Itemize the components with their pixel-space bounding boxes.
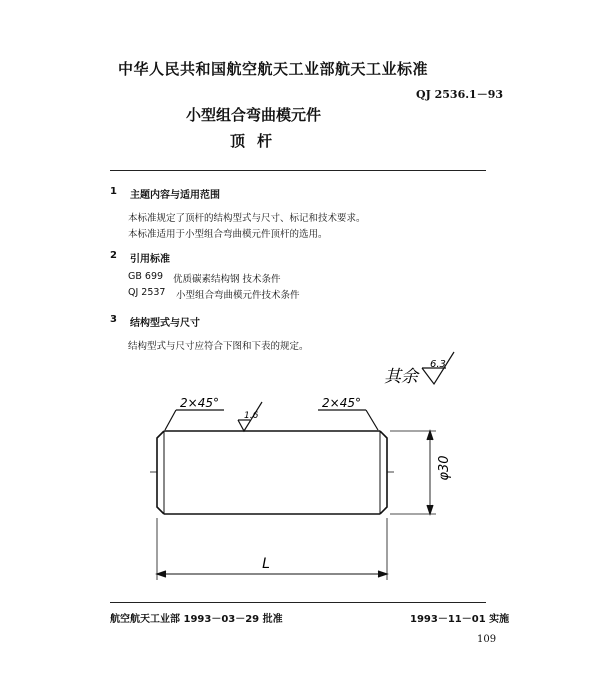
- diameter-dimension: [390, 431, 436, 514]
- diameter-label: φ30: [437, 455, 452, 481]
- chamfer-right-leader: [318, 410, 378, 430]
- roughness-other-value: 6.3: [430, 359, 446, 370]
- approval-line: 航空航天工业部 1993－03－29 批准: [110, 614, 283, 625]
- reference-code-2: QJ 2537: [128, 287, 166, 298]
- issuing-organization: 中华人民共和国航空航天工业部航天工业标准: [118, 60, 429, 78]
- section-1-line-2: 本标准适用于小型组合弯曲模元件顶杆的选用。: [128, 229, 328, 240]
- reference-desc-1: 优质碳素结构钢 技术条件: [173, 274, 281, 285]
- document-title: 小型组合弯曲模元件: [186, 106, 322, 124]
- document-subtitle: 顶杆: [230, 132, 285, 150]
- section-3-title: 结构型式与尺寸: [130, 318, 200, 329]
- section-2-title: 引用标准: [130, 254, 170, 265]
- rod-outline: [150, 431, 394, 514]
- section-1-line-1: 本标准规定了顶杆的结构型式与尺寸、标记和技术要求。: [128, 213, 366, 224]
- roughness-surface-value: 1.6: [244, 411, 259, 421]
- section-3-line-1: 结构型式与尺寸应符合下图和下表的规定。: [128, 341, 309, 352]
- length-label: L: [262, 556, 270, 572]
- section-2-number: 2: [110, 250, 117, 261]
- chamfer-left-leader: [165, 410, 224, 430]
- page-number: 109: [477, 634, 497, 645]
- reference-code-1: GB 699: [128, 271, 164, 282]
- length-dimension: [157, 518, 387, 580]
- chamfer-left-label: 2×45°: [180, 396, 219, 410]
- roughness-note-label: 其余: [384, 367, 418, 387]
- footer-divider: [110, 602, 486, 603]
- reference-desc-2: 小型组合弯曲模元件技术条件: [176, 290, 300, 301]
- effective-line: 1993－11－01 实施: [410, 614, 510, 625]
- section-1-title: 主题内容与适用范围: [130, 190, 220, 201]
- section-1-number: 1: [110, 186, 117, 197]
- standard-number: QJ 2536.1－93: [416, 88, 504, 101]
- chamfer-right-label: 2×45°: [322, 396, 361, 410]
- section-3-number: 3: [110, 314, 117, 325]
